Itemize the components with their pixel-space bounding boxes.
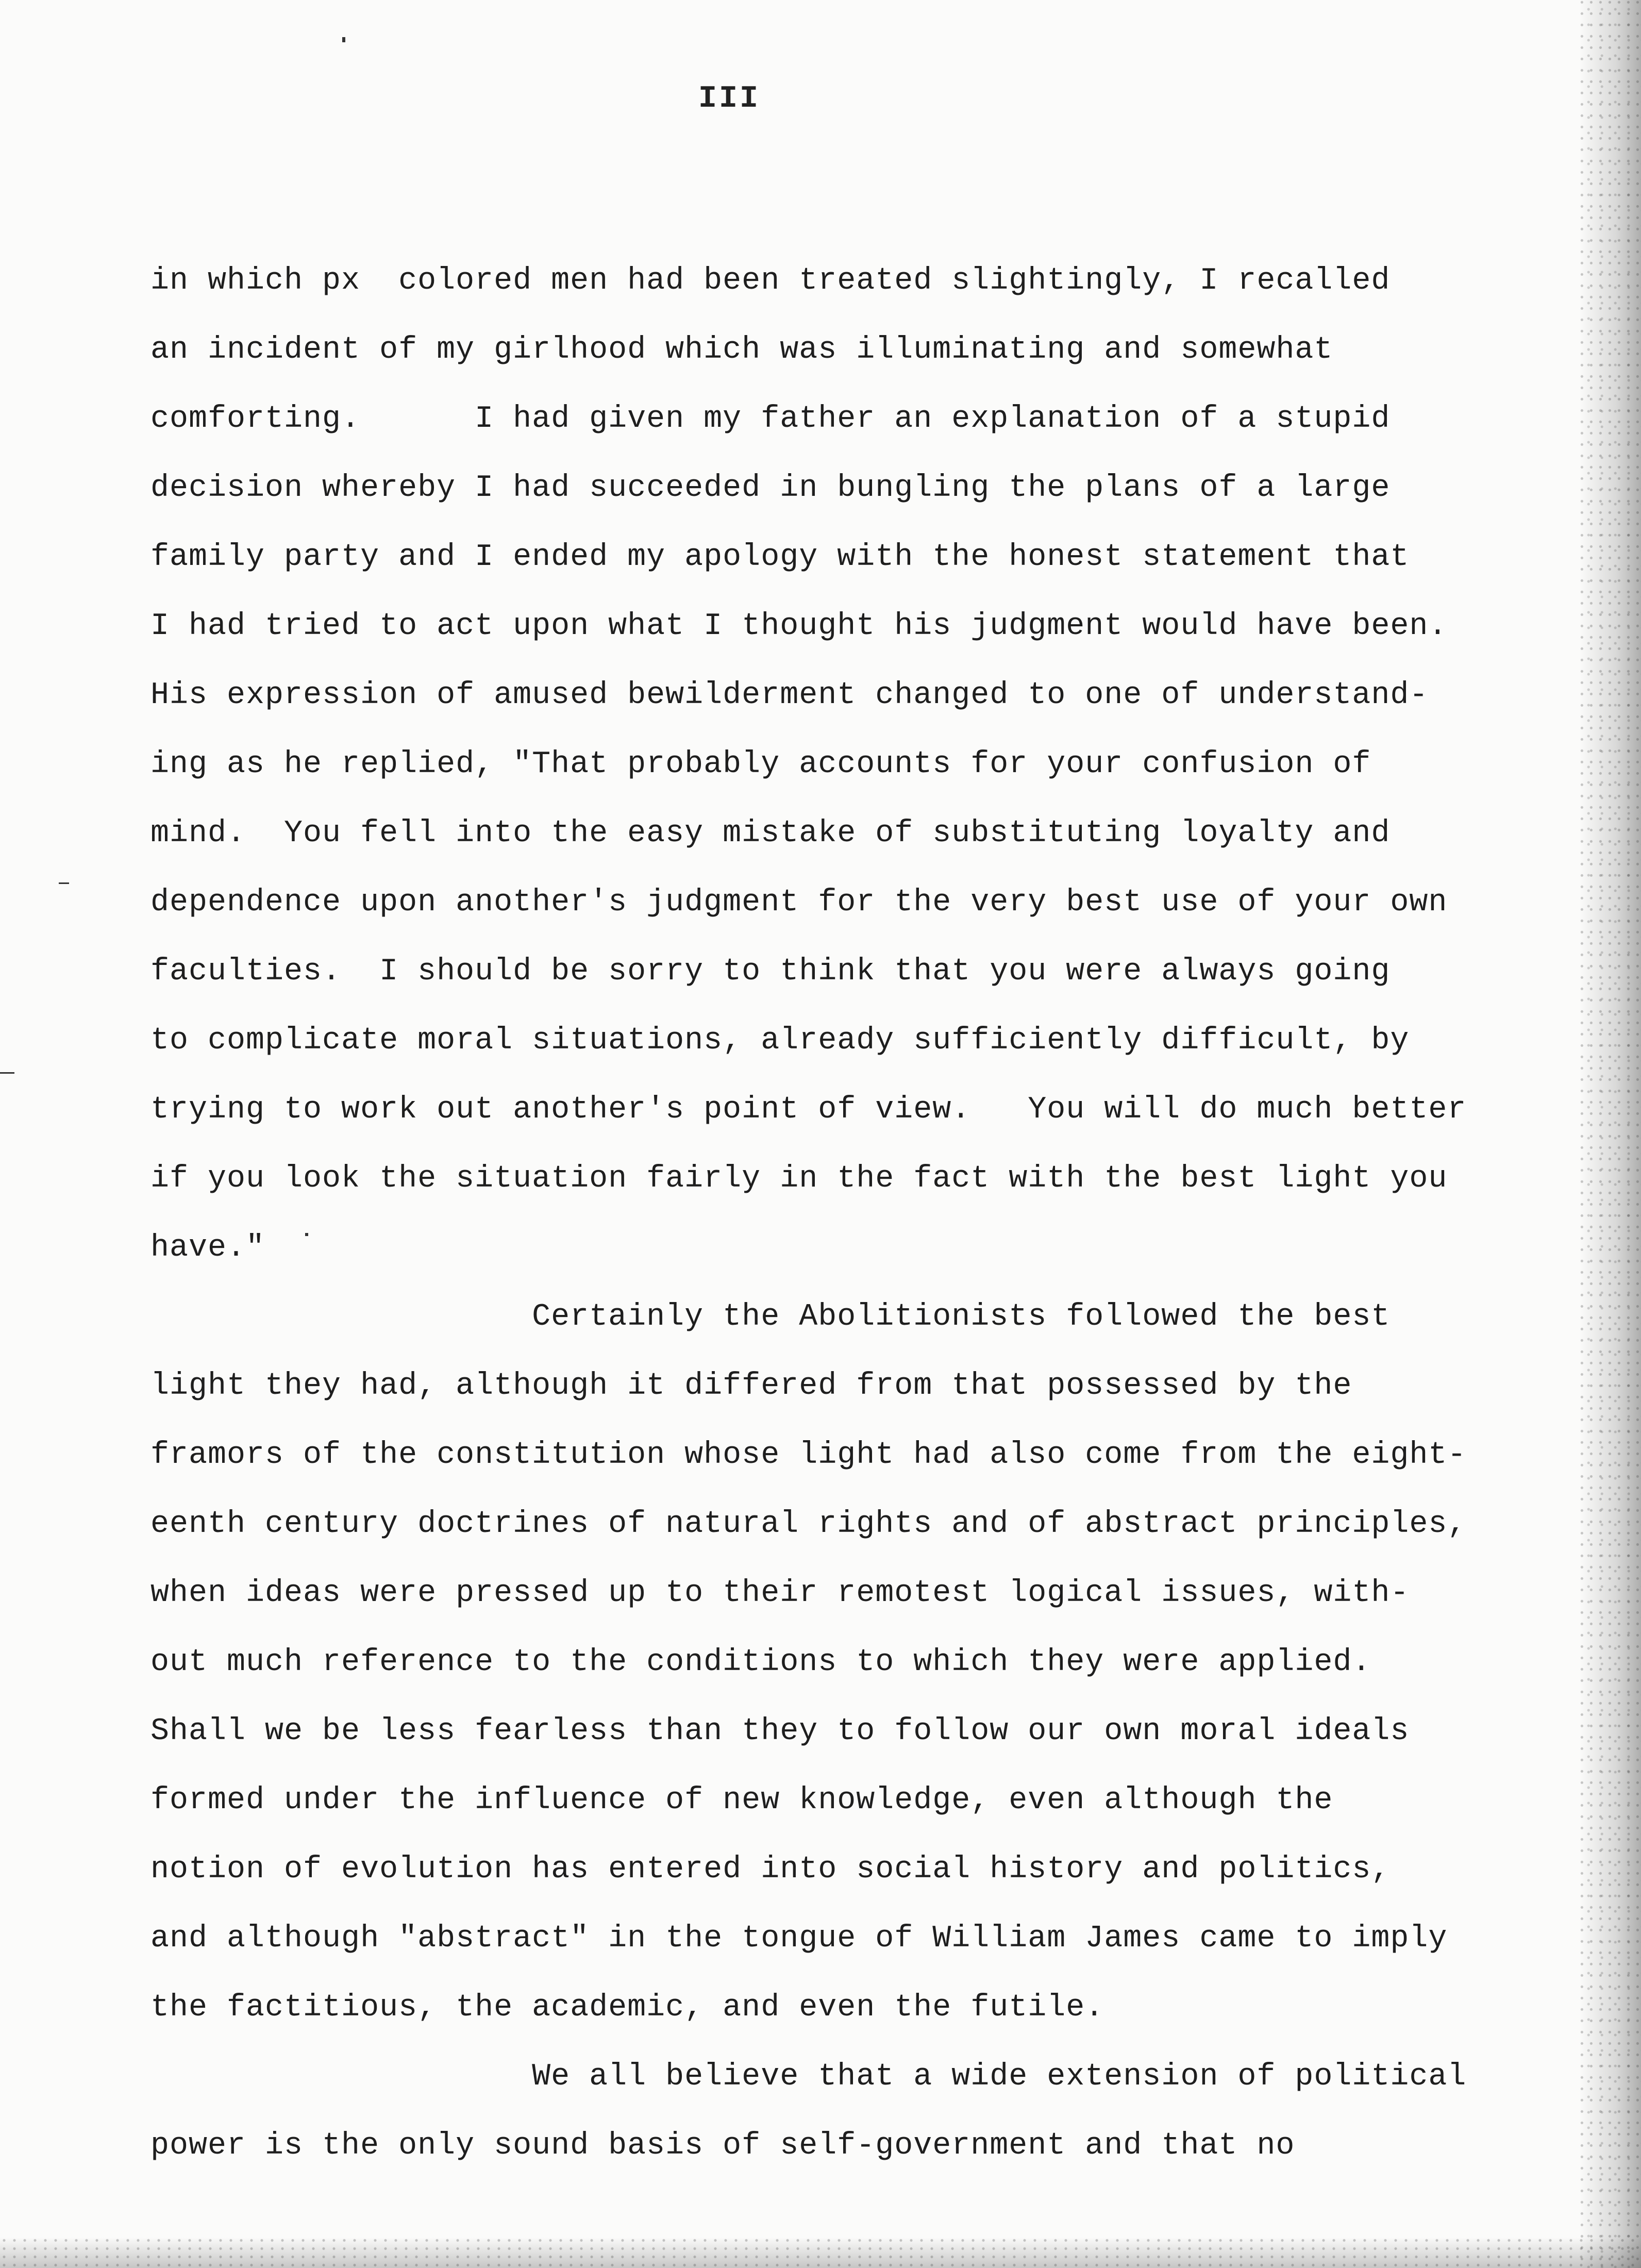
text-line: notion of evolution has entered into social history and politics, bbox=[150, 1852, 1391, 1887]
text-line: dependence upon another's judgment for the very best use of your own bbox=[150, 885, 1448, 920]
scan-speck bbox=[342, 37, 345, 42]
text-line: faculties. I should be sorry to think that you were always going bbox=[150, 954, 1391, 989]
scan-speck bbox=[0, 1072, 14, 1074]
scan-edge-noise bbox=[1579, 0, 1641, 2268]
text-line: I had tried to act upon what I thought his judgment would have been. bbox=[150, 609, 1448, 644]
scan-speck bbox=[59, 882, 69, 884]
text-line: Shall we be less fearless than they to follow our own moral ideals bbox=[150, 1714, 1410, 1749]
text-line: framors of the constitution whose light had also come from the eight- bbox=[150, 1438, 1467, 1473]
scan-bottom-noise bbox=[0, 2237, 1641, 2268]
page-number: III bbox=[698, 81, 761, 116]
text-line: family party and I ended my apology with the honest statement that bbox=[150, 540, 1410, 575]
text-line: We all believe that a wide extension of political bbox=[150, 2059, 1467, 2094]
body-text bbox=[150, 254, 1521, 2188]
text-line: formed under the influence of new knowledge, even although the bbox=[150, 1783, 1333, 1818]
text-line: power is the only sound basis of self-government and that no bbox=[150, 2128, 1295, 2163]
text-line: if you look the situation fairly in the fact with the best light you bbox=[150, 1161, 1448, 1196]
text-line: eenth century doctrines of natural rights and of abstract principles, bbox=[150, 1507, 1467, 1542]
text-line: out much reference to the conditions to which they were applied. bbox=[150, 1645, 1371, 1680]
text-line: when ideas were pressed up to their remotest logical issues, with- bbox=[150, 1576, 1410, 1611]
text-line: Certainly the Abolitionists followed the best bbox=[150, 1299, 1391, 1335]
text-line: ing as he replied, "That probably accounts for your confusion of bbox=[150, 747, 1371, 782]
text-line: His expression of amused bewilderment changed to one of understand- bbox=[150, 678, 1429, 713]
text-line: the factitious, the academic, and even the futile. bbox=[150, 1990, 1104, 2025]
text-line: decision whereby I had succeeded in bungling the plans of a large bbox=[150, 471, 1391, 506]
text-line: in which px colored men had been treated slightingly, I recalled bbox=[150, 263, 1391, 298]
text-line: to complicate moral situations, already sufficiently difficult, by bbox=[150, 1023, 1410, 1058]
text-line: and although "abstract" in the tongue of William James came to imply bbox=[150, 1921, 1448, 1956]
text-line: have." bbox=[150, 1230, 265, 1265]
text-line: mind. You fell into the easy mistake of substituting loyalty and bbox=[150, 816, 1391, 851]
text-line: light they had, although it differed from that possessed by the bbox=[150, 1369, 1352, 1404]
text-line: comforting. I had given my father an explanation of a stupid bbox=[150, 402, 1391, 437]
text-line: trying to work out another's point of view. You will do much better bbox=[150, 1092, 1467, 1127]
text-line: an incident of my girlhood which was illuminating and somewhat bbox=[150, 332, 1333, 368]
